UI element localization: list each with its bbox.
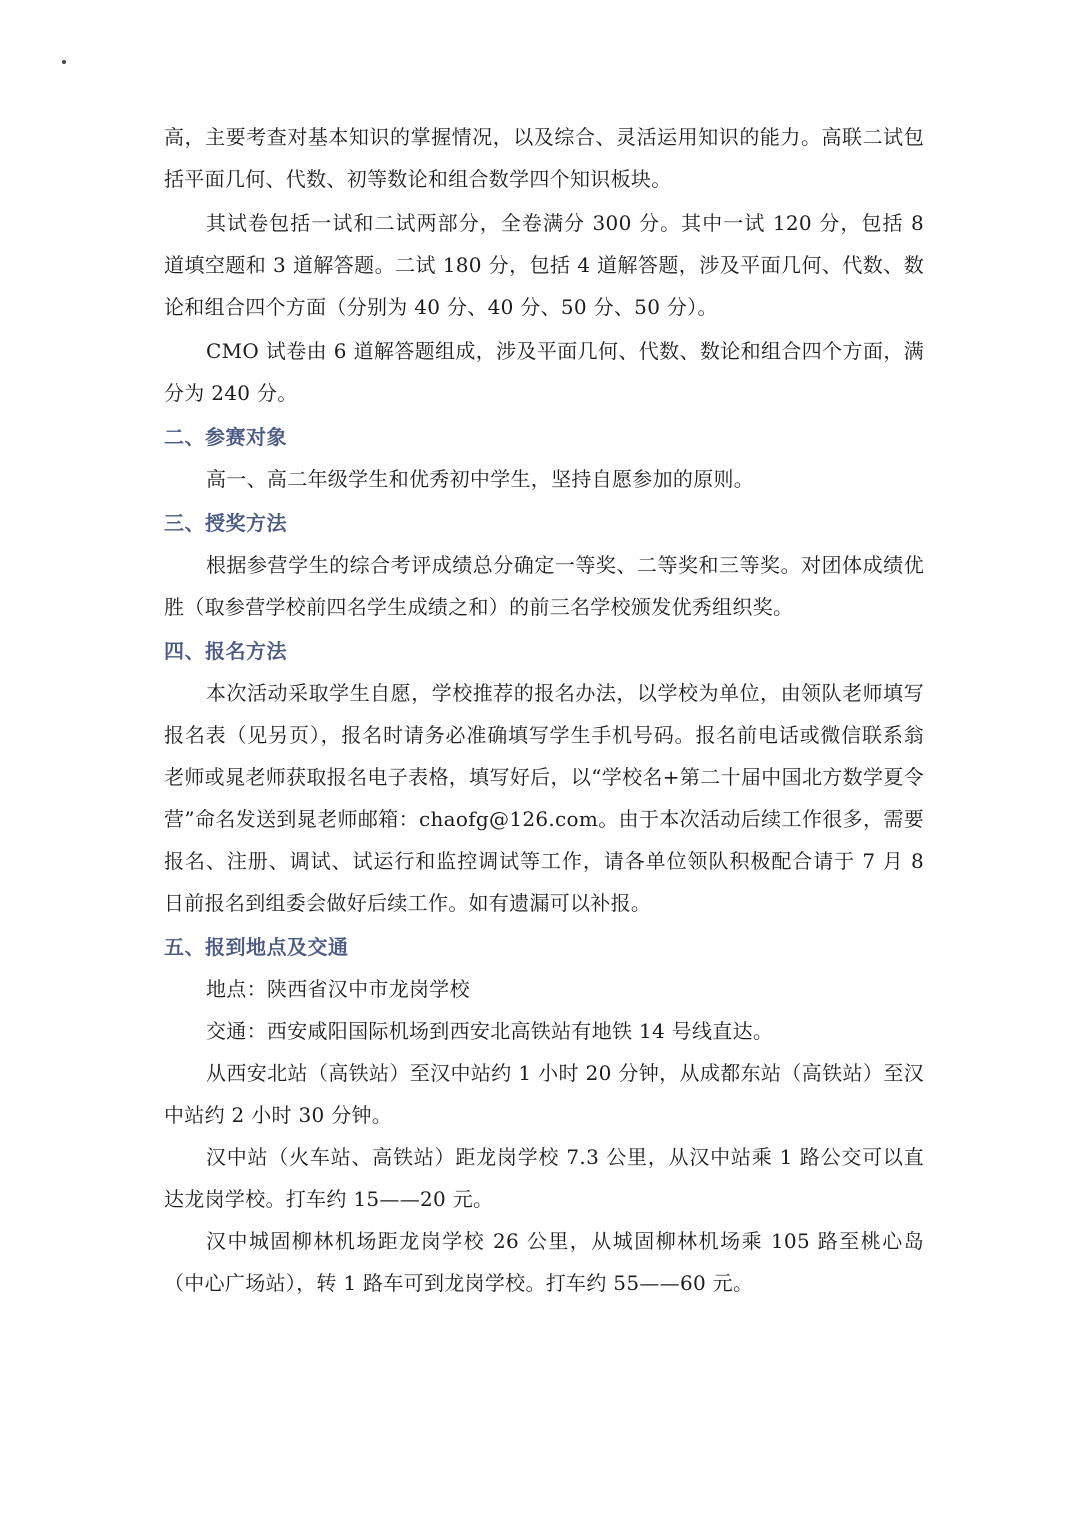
section-heading-registration: 四、报名方法 — [164, 639, 287, 663]
section-text-registration: 本次活动采取学生自愿，学校推荐的报名办法，以学校为单位，由领队老师填写报名表（见另页），报名时请务必准确填写学生手机号码。报名前电话或微信联系翁老师或晁老师获取报名电子表格，填写好后，以“学校名+第二十届中国北方数学夏令营”命名发送到晁老师邮箱：chaofg@126.com。由于本次活动后续工作很多，需要报名、注册、调试、试运行和监控调试等工作，请各单位领队积极配合请于 7 月 8 日前报名到组委会做好后续工作。如有遗漏可以补报。 — [164, 681, 924, 915]
section-text-awards: 根据参营学生的综合考评成绩总分确定一等奖、二等奖和三等奖。对团体成绩优胜（取参营学校前四名学生成绩之和）的前三名学校颁发优秀组织奖。 — [164, 553, 924, 619]
intro-paragraph-2: 其试卷包括一试和二试两部分，全卷满分 300 分。其中一试 120 分，包括 8 道填空题和 3 道解答题。二试 180 分，包括 4 道解答题，涉及平面几何、代数、数论和组合四个方面（分别为 40 分、40 分、50 分、50 分）。 — [164, 211, 924, 319]
section-heading-location-transport: 五、报到地点及交通 — [164, 935, 349, 959]
section-text-participants: 高一、高二年级学生和优秀初中学生，坚持自愿参加的原则。 — [206, 467, 755, 491]
section-heading-awards: 三、授奖方法 — [164, 511, 287, 535]
section-heading-participants: 二、参赛对象 — [164, 425, 287, 449]
transport-text: 交通：西安咸阳国际机场到西安北高铁站有地铁 14 号线直达。 — [206, 1019, 774, 1043]
intro-paragraph-1: 高，主要考查对基本知识的掌握情况，以及综合、灵活运用知识的能力。高联二试包括平面几何、代数、初等数论和组合数学四个知识板块。 — [164, 125, 924, 191]
train-text: 从西安北站（高铁站）至汉中站约 1 小时 20 分钟，从成都东站（高铁站）至汉中站约 2 小时 30 分钟。 — [164, 1061, 924, 1127]
scan-speck — [62, 60, 66, 64]
document-body — [164, 116, 924, 1304]
station-text: 汉中站（火车站、高铁站）距龙岗学校 7.3 公里，从汉中站乘 1 路公交可以直达龙岗学校。打车约 15——20 元。 — [164, 1145, 924, 1211]
airport-text: 汉中城固柳林机场距龙岗学校 26 公里，从城固柳林机场乘 105 路至桃心岛（中心广场站），转 1 路车可到龙岗学校。打车约 55——60 元。 — [164, 1229, 924, 1295]
intro-paragraph-3: CMO 试卷由 6 道解答题组成，涉及平面几何、代数、数论和组合四个方面，满分为 240 分。 — [164, 339, 924, 405]
location-text: 地点：陕西省汉中市龙岗学校 — [206, 977, 470, 1001]
